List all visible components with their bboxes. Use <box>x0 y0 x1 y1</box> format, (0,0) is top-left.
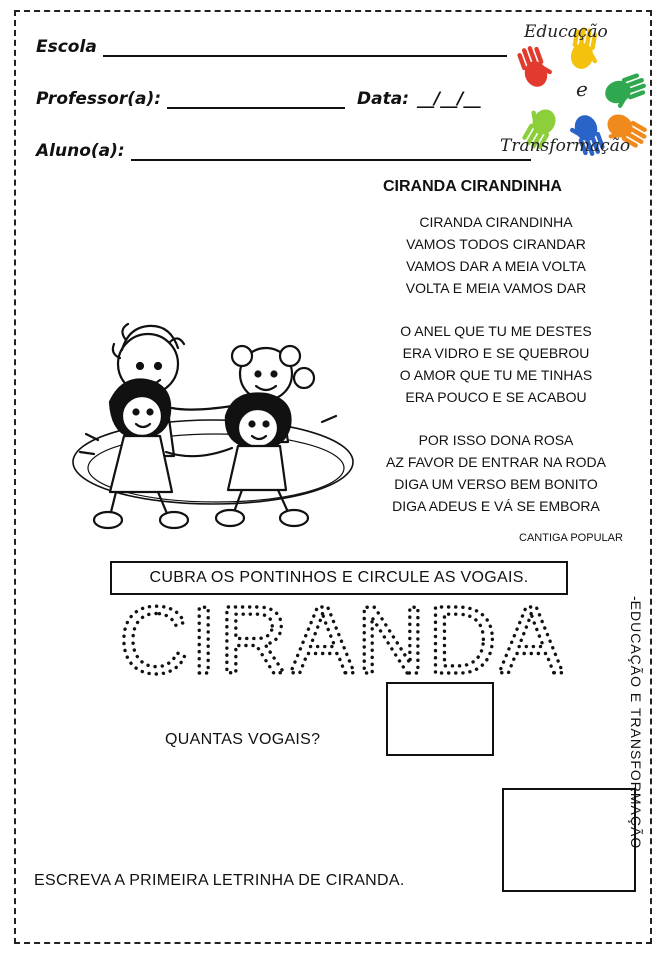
student-field <box>36 141 531 161</box>
school-field <box>36 37 507 57</box>
verse-line: O ANEL QUE TU ME DESTES <box>400 323 592 339</box>
date-blank[interactable]: __/__/__ <box>417 89 481 109</box>
side-text-bar: - <box>628 596 644 601</box>
side-text <box>628 596 644 849</box>
hand-print-icon <box>602 72 651 112</box>
verse-line: POR ISSO DONA ROSA <box>418 432 574 448</box>
song-title: CIRANDA CIRANDINHA <box>383 178 562 195</box>
date-label: Data: <box>357 89 410 109</box>
verse-line: VOLTA E MEIA VAMOS DAR <box>405 280 587 296</box>
verse-line: CIRANDA CIRANDINHA <box>419 214 573 230</box>
question-first-letter: ESCREVA A PRIMEIRA LETRINHA DE CIRANDA. <box>34 872 405 889</box>
logo <box>500 18 660 163</box>
verse-3 <box>360 429 632 517</box>
children-dancing-illustration <box>66 312 360 536</box>
verse-line: O AMOR QUE TU ME TINHAS <box>399 367 593 383</box>
logo-bottom-text: Transformação <box>500 136 631 156</box>
school-label: Escola <box>36 37 97 57</box>
question-vowels: QUANTAS VOGAIS? <box>165 731 321 748</box>
hand-print-icon <box>516 42 556 91</box>
student-line[interactable] <box>131 143 531 161</box>
vowel-count-answer-box[interactable] <box>386 682 494 756</box>
side-text-label: EDUCAÇÃO E TRANSFORMAÇÃO <box>628 600 644 850</box>
teacher-line[interactable] <box>167 91 345 109</box>
verse-line: AZ FAVOR DE ENTRAR NA RODA <box>386 454 606 470</box>
verse-2 <box>360 320 632 408</box>
first-letter-answer-box[interactable] <box>502 788 636 892</box>
verse-line: ERA POUCO E SE ACABOU <box>405 389 587 405</box>
verse-line: VAMOS TODOS CIRANDAR <box>406 236 586 252</box>
logo-top-text: Educação <box>524 22 608 42</box>
school-line[interactable] <box>103 39 507 57</box>
teacher-label: Professor(a): <box>36 89 162 109</box>
song-credit: CANTIGA POPULAR <box>519 532 623 544</box>
verse-line: VAMOS DAR A MEIA VOLTA <box>406 258 586 274</box>
student-label: Aluno(a): <box>36 141 125 161</box>
verse-line: DIGA ADEUS E VÁ SE EMBORA <box>392 498 600 514</box>
traced-word: CIRANDA <box>118 587 566 694</box>
instruction-box: CUBRA OS PONTINHOS E CIRCULE AS VOGAIS. <box>110 561 568 595</box>
logo-middle-letter: e <box>576 77 588 101</box>
teacher-field <box>36 89 480 109</box>
verse-1 <box>360 211 632 299</box>
verse-line: ERA VIDRO E SE QUEBROU <box>402 345 590 361</box>
verse-line: DIGA UM VERSO BEM BONITO <box>394 476 598 492</box>
dotted-tracing-word[interactable] <box>118 587 566 694</box>
